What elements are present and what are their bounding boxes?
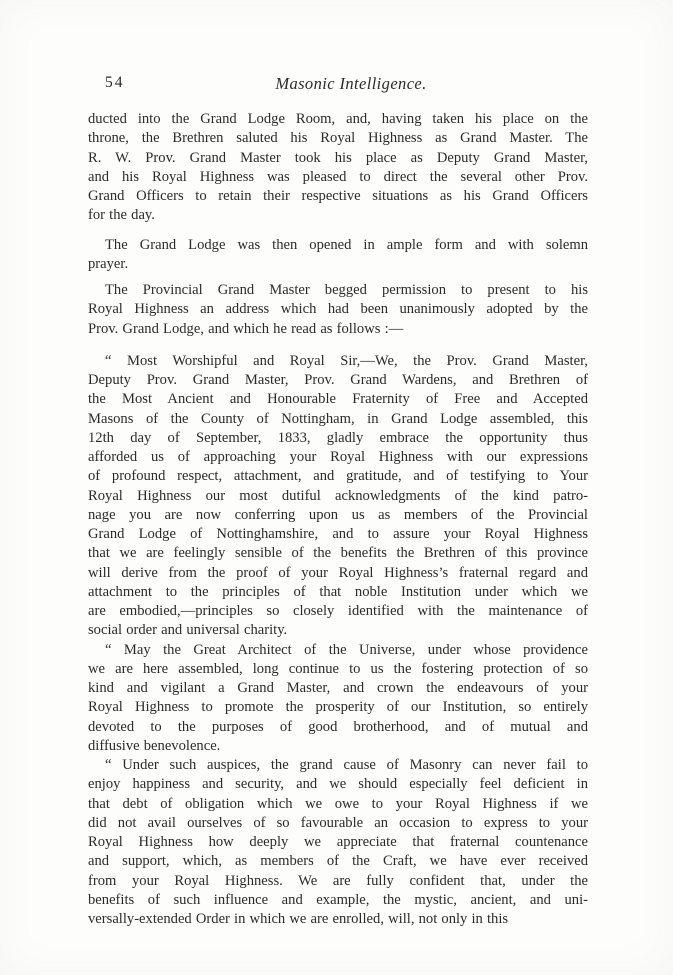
text-line: devoted to the purposes of good brotherhood, and of mutual and [88,718,588,735]
text-line: for the day. [88,207,155,224]
text-line: kind and vigilant a Grand Master, and crown the endeavours of your [88,680,588,696]
text-line: are embodied,—principles so closely identified with the maintenance of [88,603,588,619]
text-line: from your Royal Highness. We are fully confident that, under the [88,872,588,889]
paragraph [88,756,588,929]
text-line: did not avail ourselves of so favourable an occasion to express to your [88,814,588,831]
page-body [88,110,588,929]
text-line: The Grand Lodge was then opened in ample form and with solemn [105,236,588,253]
text-line: “ Most Worshipful and Royal Sir,—We, the Prov. Grand Master, [105,352,588,369]
text-line: enjoy happiness and security, and we should especially feel deficient in [88,776,588,793]
text-line: “ May the Great Architect of the Universe, under whose providence [105,641,588,658]
text-line: benefits of such influence and example, the mystic, ancient, and uni- [88,891,588,908]
text-line: social order and universal charity. [88,622,288,639]
paragraph [88,352,588,641]
text-line: will derive from the proof of your Royal Highness’s fraternal regard and [88,564,588,581]
text-line: Prov. Grand Lodge, and which he read as follows :— [88,320,404,337]
text-line: and his Royal Highness was pleased to direct the several other Prov. [88,168,588,185]
text-line: versally-extended Order in which we are enrolled, will, not only in this [88,911,509,927]
page-header [88,74,588,96]
text-line: Grand Lodge of Nottinghamshire, and to assure your Royal Highness [88,526,588,542]
text-line: of profound respect, attachment, and gratitude, and of testifying to Your [88,468,588,485]
paragraph [88,281,588,339]
text-line: afforded us of approaching your Royal Highness with our expressions [88,449,588,465]
text-line: Masons of the County of Nottingham, in Grand Lodge assembled, this [88,410,588,427]
text-line: Royal Highness an address which had been unanimously adopted by the [88,301,588,318]
text-line: Royal Highness our most dutiful acknowledgments of the kind patro- [88,487,588,504]
text-line: diffusive benevolence. [88,737,221,754]
text-line: attachment to the principles of that noble Institution under which we [88,583,588,600]
text-line: nage you are now conferring upon us as members of the Provincial [88,506,588,523]
text-line: Grand Officers to retain their respective situations as his Grand Officers [88,188,588,204]
text-line: Royal Highness to promote the prosperity of our Institution, so entirely [88,699,588,716]
text-line: the Most Ancient and Honourable Fraternity of Free and Accepted [88,391,588,408]
text-line: ducted into the Grand Lodge Room, and, having taken his place on the [88,111,588,127]
text-line: we are here assembled, long continue to us the fostering protection of so [88,660,588,677]
text-line: prayer. [88,255,129,272]
text-line: that debt of obligation which we owe to your Royal Highness if we [88,795,588,812]
paragraph [88,236,588,275]
text-line: R. W. Prov. Grand Master took his place as Deputy Grand Master, [88,149,588,166]
text-line: The Provincial Grand Master begged permission to present to his [105,282,588,298]
paragraph [88,641,588,757]
page-number: 54 [105,74,125,91]
text-line: and support, which, as members of the Craft, we have ever received [88,853,588,870]
text-line: Royal Highness how deeply we appreciate that fraternal countenance [88,834,588,850]
text-line: throne, the Brethren saluted his Royal Highness as Grand Master. The [88,130,588,147]
text-line: 12th day of September, 1833, gladly embrace the opportunity thus [88,429,588,446]
text-line: “ Under such auspices, the grand cause of Masonry can never fail to [105,757,588,773]
text-line: Deputy Prov. Grand Master, Prov. Grand Wardens, and Brethren of [88,372,588,388]
running-title: Masonic Intelligence. [275,74,427,93]
text-line: that we are feelingly sensible of the benefits the Brethren of this province [88,545,588,562]
paragraph [88,110,588,226]
